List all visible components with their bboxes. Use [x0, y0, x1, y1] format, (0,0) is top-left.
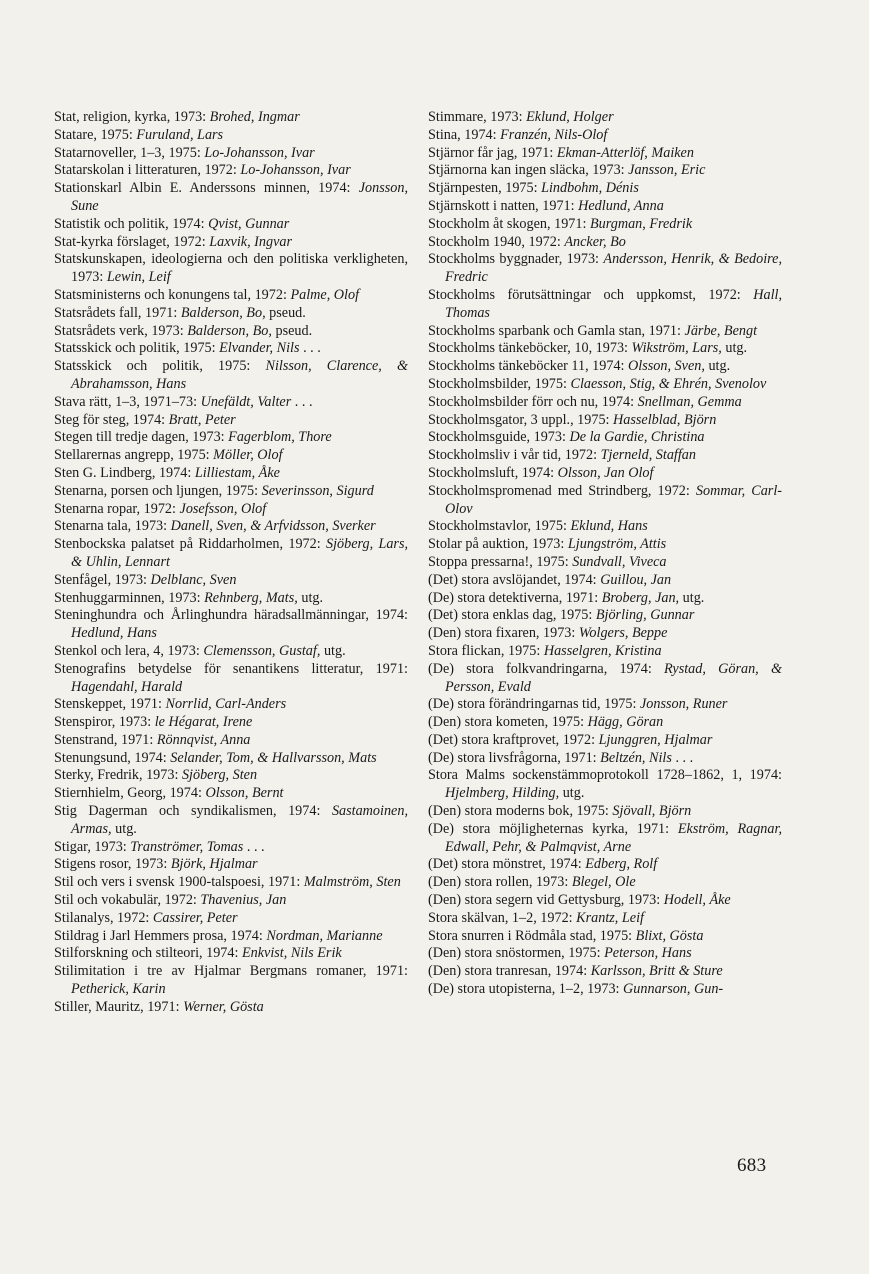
entry-author: Ekström, Ragnar, Edwall, Pehr, & Palmqvist, Arne — [445, 820, 782, 855]
entry-suffix: utg. — [562, 785, 585, 802]
entry-title: Stolar på auktion, 1973: — [428, 536, 565, 553]
entry-title: Stenskeppet, 1971: — [54, 696, 162, 713]
index-entry — [54, 714, 408, 732]
entry-author: Laxvik, Ingvar — [209, 233, 292, 250]
index-entry — [428, 874, 782, 892]
entry-title: Sten G. Lindberg, 1974: — [54, 464, 192, 481]
entry-title: Statsrådets verk, 1973: — [54, 322, 184, 339]
entry-title: Stenspiror, 1973: — [54, 714, 152, 731]
entry-title: Stockholmstavlor, 1975: — [428, 518, 567, 535]
index-entry — [54, 323, 408, 341]
entry-author: Hall, Thomas — [445, 286, 783, 321]
entry-title: (Den) stora snöstormen, 1975: — [428, 945, 601, 962]
entry-author: Unefäldt, Valter — [200, 393, 292, 410]
index-entry — [428, 180, 782, 198]
entry-author: Wikström, Lars, — [631, 340, 722, 357]
index-entry — [54, 607, 408, 643]
entry-title: Stat-kyrka förslaget, 1972: — [54, 233, 206, 250]
entry-author: Ljunggren, Hjalmar — [598, 731, 713, 748]
index-entry — [54, 429, 408, 447]
entry-title: Stil och vokabulär, 1972: — [54, 892, 197, 909]
entry-author: Hodell, Åke — [663, 892, 731, 909]
entry-title: Stora flickan, 1975: — [428, 642, 541, 659]
entry-author: Edberg, Rolf — [585, 856, 658, 873]
index-entry — [54, 643, 408, 661]
entry-author: Jansson, Eric — [628, 162, 706, 179]
entry-suffix: . . . — [246, 838, 265, 855]
entry-author: Björling, Gunnar — [595, 607, 695, 624]
index-entry — [428, 376, 782, 394]
index-entry — [54, 572, 408, 590]
entry-title: (Det) stora avslöjandet, 1974: — [428, 571, 597, 588]
entry-title: Stenarna, porsen och ljungen, 1975: — [54, 482, 259, 499]
index-entry — [54, 127, 408, 145]
index-entry — [428, 767, 782, 803]
entry-author: Petherick, Karin — [71, 981, 166, 998]
index-entry — [428, 590, 782, 608]
index-entry — [54, 234, 408, 252]
entry-author: Sastamoinen, Armas, — [71, 803, 408, 837]
entry-author: Olsson, Jan Olof — [557, 464, 654, 481]
entry-suffix: pseud. — [269, 304, 306, 321]
index-entry — [428, 892, 782, 910]
entry-suffix: pseud. — [275, 322, 313, 339]
index-entry — [54, 892, 408, 910]
index-entry — [54, 162, 408, 180]
left-column — [54, 109, 408, 1017]
index-entry — [428, 963, 782, 981]
entry-title: Stockholmspromenad med Strindberg, 1972: — [428, 482, 690, 499]
entry-title: Steninghundra och Årlinghundra häradsallmänningar, 1974: — [54, 607, 408, 624]
entry-author: Delblanc, Sven — [150, 571, 237, 588]
index-entry — [54, 803, 408, 839]
entry-author: Danell, Sven, & Arfvidsson, Sverker — [170, 518, 376, 535]
index-entry — [54, 447, 408, 465]
index-entry — [428, 127, 782, 145]
entry-title: Stjärnskott i natten, 1971: — [428, 197, 575, 214]
entry-author: Thavenius, Jan — [200, 892, 287, 909]
entry-author: Lewin, Leif — [106, 269, 171, 286]
entry-title: Stenhuggarminnen, 1973: — [54, 589, 201, 606]
entry-title: Stockholmsgator, 3 uppl., 1975: — [428, 411, 610, 428]
entry-suffix: . . . — [675, 749, 694, 766]
index-entry — [428, 981, 782, 999]
entry-title: Stockholm 1940, 1972: — [428, 233, 561, 250]
index-entry — [428, 732, 782, 750]
entry-author: Werner, Gösta — [183, 998, 264, 1015]
index-entry — [54, 465, 408, 483]
entry-author: Blixt, Gösta — [635, 927, 704, 944]
index-entry — [428, 145, 782, 163]
entry-author: Sundvall, Viveca — [572, 553, 667, 570]
entry-title: Stilanalys, 1972: — [54, 909, 150, 926]
entry-author: Olsson, Sven, — [628, 358, 705, 375]
entry-author: Eklund, Holger — [526, 109, 614, 125]
entry-author: Björk, Hjalmar — [170, 856, 258, 873]
entry-title: (De) stora möjligheternas kyrka, 1971: — [428, 820, 670, 837]
index-entry — [54, 590, 408, 608]
index-entry — [428, 856, 782, 874]
index-entry — [428, 109, 782, 127]
entry-title: (De) stora detektiverna, 1971: — [428, 589, 599, 606]
index-entry — [54, 109, 408, 127]
entry-title: Stenungsund, 1974: — [54, 749, 167, 766]
entry-title: (Det) stora kraftprovet, 1972: — [428, 731, 596, 748]
entry-title: Stockholm åt skogen, 1971: — [428, 215, 587, 232]
entry-author: Guillou, Jan — [600, 571, 672, 588]
index-entry — [54, 305, 408, 323]
entry-title: Stockholms tänkeböcker, 10, 1973: — [428, 340, 628, 357]
entry-title: Stenografins betydelse för senantikens litteratur, 1971: — [54, 660, 408, 677]
entry-suffix: utg. — [323, 642, 346, 659]
entry-title: (Den) stora rollen, 1973: — [428, 874, 569, 891]
index-entry — [428, 821, 782, 857]
index-entry — [54, 536, 408, 572]
entry-title: Stiernhielm, Georg, 1974: — [54, 785, 202, 802]
index-entry — [54, 732, 408, 750]
entry-author: Hagendahl, Harald — [71, 678, 183, 695]
entry-author: Rystad, Göran, & Persson, Evald — [445, 660, 782, 695]
entry-title: Stenarna tala, 1973: — [54, 518, 168, 535]
entry-suffix: utg. — [725, 340, 748, 357]
entry-author: Sjöberg, Lars, & Uhlin, Lennart — [71, 536, 409, 570]
entry-title: Statsministerns och konungens tal, 1972: — [54, 286, 287, 303]
index-entry — [428, 198, 782, 216]
index-entry — [54, 750, 408, 768]
entry-author: Tranströmer, Tomas — [130, 838, 244, 855]
entry-title: Statarnoveller, 1–3, 1975: — [54, 144, 201, 161]
entry-title: Stilforskning och stilteori, 1974: — [54, 945, 239, 962]
index-entry — [428, 750, 782, 768]
page-number: 683 — [737, 1155, 767, 1176]
entry-title: Stoppa pressarna!, 1975: — [428, 553, 569, 570]
entry-author: Jonsson, Sune — [71, 180, 408, 214]
entry-title: Stjärnpesten, 1975: — [428, 180, 538, 197]
entry-title: Stockholms sparbank och Gamla stan, 1971: — [428, 322, 681, 339]
entry-suffix: . . . — [303, 340, 321, 357]
index-entry — [428, 429, 782, 447]
entry-author: Sjöberg, Sten — [181, 767, 258, 784]
entry-author: Möller, Olof — [213, 447, 283, 464]
index-entry — [428, 465, 782, 483]
index-entry — [428, 625, 782, 643]
entry-author: Hjelmberg, Hilding, — [445, 785, 560, 802]
entry-author: Lindbohm, Dénis — [541, 180, 639, 197]
entry-title: Stimmare, 1973: — [428, 109, 523, 125]
entry-author: Hedlund, Hans — [71, 625, 157, 642]
index-entry — [54, 483, 408, 501]
entry-title: (Det) stora mönstret, 1974: — [428, 856, 582, 873]
index-entry — [54, 661, 408, 697]
entry-author: Rönnqvist, Anna — [156, 731, 251, 748]
index-entry — [54, 180, 408, 216]
entry-title: Statare, 1975: — [54, 126, 133, 143]
index-entry — [54, 999, 408, 1017]
entry-title: (De) stora folkvandringarna, 1974: — [428, 660, 652, 677]
entry-author: Burgman, Fredrik — [589, 215, 693, 232]
entry-title: (De) stora förändringarnas tid, 1975: — [428, 696, 637, 713]
entry-author: Jonsson, Runer — [639, 696, 728, 713]
entry-author: Cassirer, Peter — [152, 909, 238, 926]
entry-title: (De) stora utopisterna, 1–2, 1973: — [428, 981, 620, 998]
entry-suffix: utg. — [708, 358, 731, 375]
entry-title: Stilimitation i tre av Hjalmar Bergmans romaner, 1971: — [54, 963, 408, 980]
entry-author: Krantz, Leif — [576, 909, 644, 926]
index-entry — [428, 518, 782, 536]
entry-author: Tjerneld, Staffan — [600, 447, 696, 464]
entry-title: (Den) stora segern vid Gettysburg, 1973: — [428, 892, 661, 909]
index-entry — [428, 447, 782, 465]
entry-author: Palme, Olof — [290, 286, 360, 303]
entry-author: Eklund, Hans — [570, 518, 648, 535]
index-entry — [54, 216, 408, 234]
index-entry — [428, 234, 782, 252]
entry-author: Nilsson, Clarence, & Abrahamsson, Hans — [71, 358, 409, 392]
entry-author: Broberg, Jan, — [601, 589, 680, 606]
entry-author: Hasselblad, Björn — [613, 411, 717, 428]
index-entry — [428, 251, 782, 287]
index-entry — [428, 714, 782, 732]
entry-author: Sommar, Carl-Olov — [445, 482, 782, 517]
entry-title: (Det) stora enklas dag, 1975: — [428, 607, 593, 624]
index-entry — [428, 803, 782, 821]
entry-author: Rehnberg, Mats, — [204, 589, 298, 606]
entry-author: Snellman, Gemma — [637, 393, 742, 410]
index-entry — [54, 394, 408, 412]
index-entry — [54, 358, 408, 394]
index-entry — [54, 767, 408, 785]
entry-title: Stjärnorna kan ingen släcka, 1973: — [428, 162, 625, 179]
entry-author: Bratt, Peter — [168, 411, 236, 428]
entry-author: Peterson, Hans — [604, 945, 692, 962]
entry-suffix: utg. — [115, 820, 137, 837]
entry-author: Gunnarson, Gun- — [623, 981, 724, 998]
entry-author: Enkvist, Nils Erik — [241, 945, 342, 962]
entry-author: Claesson, Stig, & Ehrén, Svenolov — [570, 375, 767, 392]
entry-title: Statsrådets fall, 1971: — [54, 304, 178, 321]
index-entry — [428, 358, 782, 376]
entry-suffix: utg. — [682, 589, 705, 606]
index-entry — [428, 216, 782, 234]
index-entry — [54, 251, 408, 287]
index-entry — [428, 536, 782, 554]
entry-title: Stil och vers i svensk 1900-talspoesi, 1971: — [54, 874, 301, 891]
entry-author: Fagerblom, Thore — [228, 429, 332, 446]
entry-author: Ekman-Atterlöf, Maiken — [556, 144, 694, 161]
entry-title: Sterky, Fredrik, 1973: — [54, 767, 179, 784]
entry-title: Stenstrand, 1971: — [54, 731, 154, 748]
entry-author: Furuland, Lars — [136, 126, 224, 143]
entry-author: Clemensson, Gustaf, — [203, 642, 321, 659]
index-entry — [54, 287, 408, 305]
index-entry — [54, 928, 408, 946]
entry-title: Stockholmsbilder förr och nu, 1974: — [428, 393, 635, 410]
index-entry — [54, 518, 408, 536]
entry-title: Statarskolan i litteraturen, 1972: — [54, 162, 237, 179]
entry-title: Stenarna ropar, 1972: — [54, 500, 176, 517]
entry-title: Stora snurren i Rödmåla stad, 1975: — [428, 927, 633, 944]
entry-author: Josefsson, Olof — [179, 500, 267, 517]
index-entry — [428, 340, 782, 358]
entry-title: Stiller, Mauritz, 1971: — [54, 998, 180, 1015]
entry-author: Wolgers, Beppe — [578, 625, 668, 642]
index-entry — [54, 785, 408, 803]
entry-author: De la Gardie, Christina — [569, 429, 705, 446]
entry-title: Stockholms förutsättningar och uppkomst, 1972: — [428, 286, 741, 303]
right-column — [428, 109, 782, 999]
index-entry — [428, 910, 782, 928]
index-entry — [54, 501, 408, 519]
index-entry — [54, 874, 408, 892]
entry-title: (Den) stora moderns bok, 1975: — [428, 803, 609, 820]
entry-author: Hägg, Göran — [587, 714, 664, 731]
index-entry — [428, 572, 782, 590]
entry-title: Stenfågel, 1973: — [54, 571, 147, 588]
entry-suffix: . . . — [294, 393, 313, 410]
entry-suffix: utg. — [301, 589, 324, 606]
entry-title: Stockholmsluft, 1974: — [428, 464, 555, 481]
entry-author: Hedlund, Anna — [578, 197, 664, 214]
entry-title: Statistik och politik, 1974: — [54, 215, 205, 232]
index-entry — [428, 412, 782, 430]
entry-author: Franzén, Nils-Olof — [500, 126, 608, 143]
index-entry — [54, 945, 408, 963]
entry-author: le Hégarat, Irene — [154, 714, 253, 731]
entry-author: Lilliestam, Åke — [194, 464, 280, 481]
index-entry — [428, 394, 782, 412]
entry-title: Statsskick och politik, 1975: — [54, 358, 251, 375]
entry-author: Malmström, Sten — [303, 874, 401, 891]
entry-title: (Den) stora fixaren, 1973: — [428, 625, 576, 642]
index-entry — [54, 412, 408, 430]
entry-title: Stegen till tredje dagen, 1973: — [54, 429, 225, 446]
entry-title: Stora skälvan, 1–2, 1972: — [428, 909, 573, 926]
entry-author: Brohed, Ingmar — [209, 109, 300, 125]
entry-title: Stockholmsbilder, 1975: — [428, 375, 567, 392]
entry-title: Stigens rosor, 1973: — [54, 856, 168, 873]
entry-title: Stora Malms sockenstämmoprotokoll 1728–1862, 1, 1974: — [428, 767, 782, 784]
entry-title: Stina, 1974: — [428, 126, 497, 143]
entry-author: Nordman, Marianne — [266, 927, 383, 944]
entry-title: Statskunskapen, ideologierna och den politiska verkligheten, 1973: — [54, 251, 408, 286]
index-entry — [54, 696, 408, 714]
entry-author: Ancker, Bo — [564, 233, 626, 250]
index-entry — [54, 340, 408, 358]
index-entry — [54, 856, 408, 874]
entry-title: Stockholmsguide, 1973: — [428, 429, 566, 446]
entry-author: Sjövall, Björn — [612, 803, 692, 820]
entry-title: (Den) stora tranresan, 1974: — [428, 963, 588, 980]
entry-author: Selander, Tom, & Hallvarsson, Mats — [170, 749, 377, 766]
entry-author: Lo-Johansson, Ivar — [204, 144, 315, 161]
index-entry — [54, 839, 408, 857]
entry-author: Lo-Johansson, Ivar — [240, 162, 351, 179]
entry-title: Stockholms tänkeböcker 11, 1974: — [428, 358, 625, 375]
index-entry — [54, 145, 408, 163]
index-entry — [428, 661, 782, 697]
entry-title: Stenbockska palatset på Riddarholmen, 1972: — [54, 536, 321, 553]
entry-title: Stenkol och lera, 4, 1973: — [54, 642, 200, 659]
entry-title: (Den) stora kometen, 1975: — [428, 714, 585, 731]
entry-title: Stockholms byggnader, 1973: — [428, 251, 599, 268]
entry-title: Stationskarl Albin E. Anderssons minnen, 1974: — [54, 180, 351, 197]
entry-title: Stat, religion, kyrka, 1973: — [54, 109, 207, 125]
index-entry — [428, 483, 782, 519]
entry-author: Balderson, Bo, — [187, 322, 272, 339]
entry-author: Norrlid, Carl-Anders — [165, 696, 287, 713]
entry-author: Elvander, Nils — [219, 340, 300, 357]
index-entry — [428, 607, 782, 625]
index-entry — [428, 554, 782, 572]
entry-author: Ljungström, Attis — [567, 536, 667, 553]
index-entry — [428, 323, 782, 341]
entry-author: Karlsson, Britt & Sture — [590, 963, 723, 980]
entry-title: Stigar, 1973: — [54, 838, 127, 855]
entry-title: Steg för steg, 1974: — [54, 411, 166, 428]
entry-author: Järbe, Bengt — [684, 322, 758, 339]
entry-author: Hasselgren, Kristina — [543, 642, 662, 659]
entry-author: Olsson, Bernt — [205, 785, 284, 802]
index-entry — [54, 963, 408, 999]
entry-author: Balderson, Bo, — [180, 304, 266, 321]
entry-author: Andersson, Henrik, & Bedoire, Fredric — [445, 251, 783, 286]
entry-author: Qvist, Gunnar — [208, 215, 290, 232]
index-entry — [428, 928, 782, 946]
entry-title: Statsskick och politik, 1975: — [54, 340, 216, 357]
entry-title: Stockholmsliv i vår tid, 1972: — [428, 447, 598, 464]
entry-title: Stjärnor får jag, 1971: — [428, 144, 554, 161]
index-entry — [428, 945, 782, 963]
entry-author: Severinsson, Sigurd — [261, 482, 374, 499]
index-entry — [54, 910, 408, 928]
entry-author: Blegel, Ole — [571, 874, 636, 891]
entry-title: Stava rätt, 1–3, 1971–73: — [54, 393, 198, 410]
entry-title: (De) stora livsfrågorna, 1971: — [428, 749, 597, 766]
index-entry — [428, 287, 782, 323]
index-entry — [428, 162, 782, 180]
index-entry — [428, 643, 782, 661]
index-entry — [428, 696, 782, 714]
entry-title: Stildrag i Jarl Hemmers prosa, 1974: — [54, 927, 263, 944]
entry-title: Stellarernas angrepp, 1975: — [54, 447, 210, 464]
entry-author: Beltzén, Nils — [600, 749, 672, 766]
entry-title: Stig Dagerman och syndikalismen, 1974: — [54, 803, 321, 820]
